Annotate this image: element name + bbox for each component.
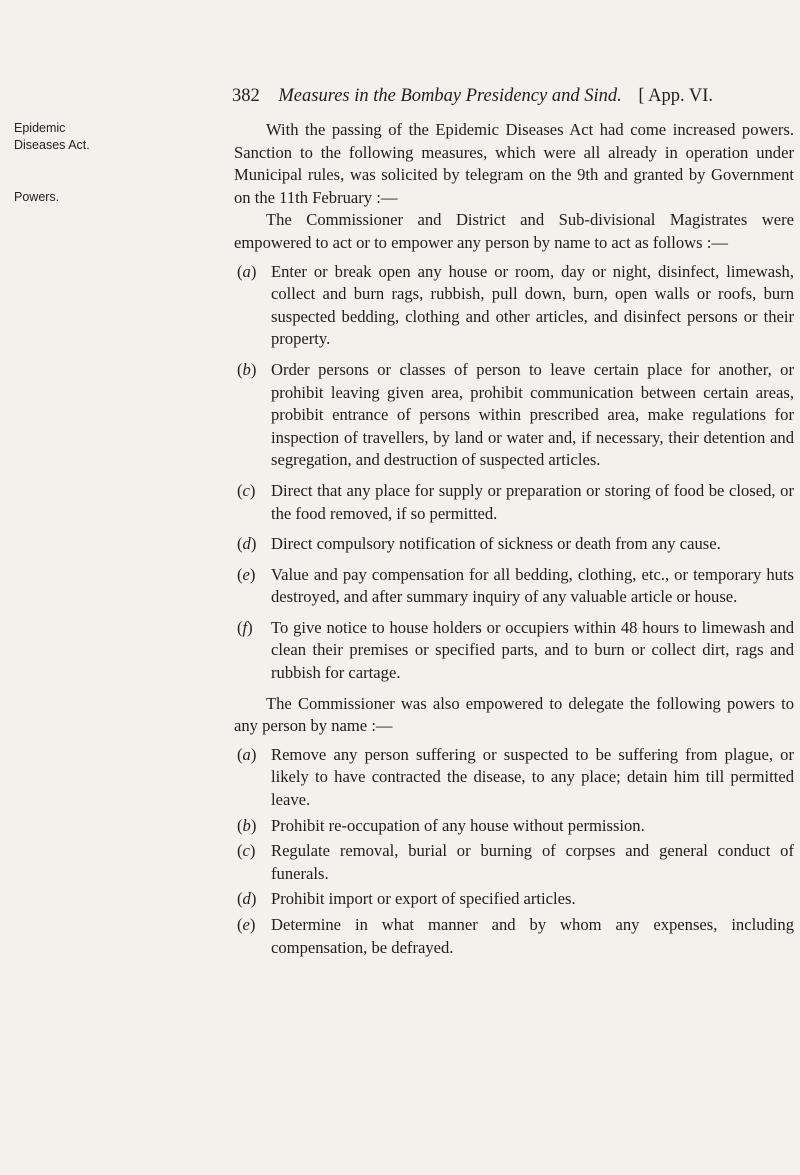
list-item	[234, 888, 794, 911]
item-label: (d)	[237, 534, 257, 554]
item-label: (b)	[237, 359, 257, 379]
page-number: 382	[232, 86, 260, 106]
item-text: Regulate removal, burial or burning of corpses and general conduct of funerals.	[271, 841, 794, 883]
item-label: (a)	[237, 261, 257, 281]
item-text: Enter or break open any house or room, day or night, disinfect, limewash, collect and burn rags, rubbish, pull down, burn, open walls or roofs, burn suspected bedding, clothing and other articles, and disinfect persons or their property.	[271, 261, 794, 349]
item-label: (a)	[237, 744, 257, 764]
item-text: Prohibit import or export of specified articles.	[271, 889, 576, 909]
item-text: Determine in what manner and by whom any expenses, including compensation, be defrayed.	[271, 915, 794, 957]
item-text: Remove any person suffering or suspected to be suffering from plague, or likely to have contracted the disease, to any place; detain him till permitted leave.	[271, 744, 794, 810]
item-text: Prohibit re-occupation of any house without permission.	[271, 815, 645, 835]
running-title: Measures in the Bombay Presidency and Sind.	[278, 86, 622, 106]
list-item	[234, 840, 794, 885]
list-item	[234, 480, 794, 525]
item-label: (c)	[237, 841, 256, 861]
list-item	[234, 744, 794, 812]
list-item	[234, 815, 794, 838]
appendix-label: [ App. VI.	[638, 86, 714, 106]
item-label: (f)	[237, 617, 253, 637]
intro-paragraph: With the passing of the Epidemic Diseases Act had come increased powers. Sanction to the following measures, which were all already in operation under Municipal rules, was solicited by telegram on the 9th and granted by Government on the 11th February :—	[234, 120, 794, 207]
powers-paragraph: The Commissioner and District and Sub-divisional Magistrates were empowered to act or to empower any person by name to act as follows :—	[234, 210, 794, 252]
item-label: (b)	[237, 815, 257, 835]
body-text	[234, 119, 794, 967]
list-item	[234, 617, 794, 685]
list-item	[234, 533, 794, 556]
item-text: To give notice to house holders or occupiers within 48 hours to limewash and clean their premises or specified parts, and to burn or collect dirt, rags and rubbish for cartage.	[271, 617, 794, 683]
running-header	[232, 86, 792, 107]
item-text: Value and pay compensation for all bedding, clothing, etc., or temporary huts destroyed, and after summary inquiry of any valuable article or house.	[271, 564, 794, 607]
margin-note-epidemic-act: Epidemic Diseases Act.	[14, 121, 90, 152]
item-text: Order persons or classes of person to leave certain place for another, or prohibit leaving given area, prohibit communication between certain areas, probibit entrance of persons within prescribed area, make regulations for inspection of travellers, by land or water and, if necessary, their detention and segregation, and destruction of suspected articles.	[271, 359, 794, 470]
item-label: (e)	[237, 915, 256, 934]
item-label: (c)	[237, 480, 256, 500]
item-text: Direct that any place for supply or preparation or storing of food be closed, or the food removed, if so permitted.	[271, 480, 794, 523]
list-item	[234, 564, 794, 609]
powers-list	[234, 261, 794, 685]
item-label: (e)	[237, 564, 256, 584]
list-item	[234, 261, 794, 351]
margin-note-powers: Powers.	[14, 190, 60, 204]
list-item	[234, 914, 794, 959]
item-label: (d)	[237, 889, 257, 909]
item-text: Direct compulsory notification of sickness or death from any cause.	[271, 534, 721, 554]
delegated-powers-list	[234, 744, 794, 959]
list-item	[234, 359, 794, 472]
delegate-paragraph: The Commissioner was also empowered to delegate the following powers to any person by name :—	[234, 693, 794, 736]
